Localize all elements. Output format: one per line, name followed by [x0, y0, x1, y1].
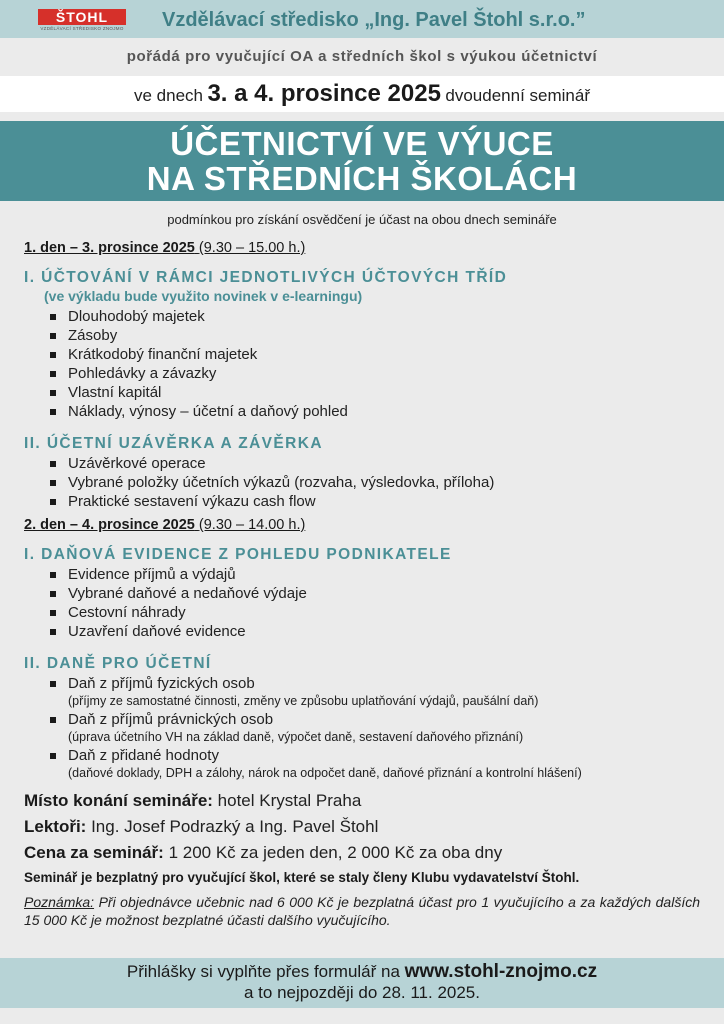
list-item	[48, 710, 714, 746]
header-bar	[0, 0, 724, 38]
day1-section1-title: I. ÚČTOVÁNÍ V RÁMCI JEDNOTLIVÝCH ÚČTOVÝCH TŘÍD	[24, 269, 508, 286]
venue-value: hotel Krystal Praha	[217, 791, 362, 810]
list-item: Praktické sestavení výkazu cash flow	[48, 492, 714, 511]
list-item: Vybrané daňové a nedaňové výdaje	[48, 584, 714, 603]
organizer-title: Vzdělávací středisko „Ing. Pavel Štohl s.r.o.”	[162, 9, 586, 31]
remark	[24, 893, 700, 929]
list-item: Evidence příjmů a výdajů	[48, 565, 714, 584]
dates-main: 3. a 4. prosince 2025	[207, 80, 441, 107]
registration-deadline: a to nejpozději do 28. 11. 2025.	[244, 983, 480, 1002]
list-item: Uzávěrkové operace	[48, 454, 714, 473]
day2-section2-list	[48, 674, 714, 782]
lecturers-value: Ing. Josef Podrazký a Ing. Pavel Štohl	[91, 817, 379, 836]
seminar-title-line-1: ÚČETNICTVÍ VE VÝUCE	[170, 125, 554, 162]
venue-label: Místo konání semináře:	[24, 791, 213, 810]
day1-section2-title: II. ÚČETNÍ UZÁVĚRKA A ZÁVĚRKA	[24, 435, 323, 452]
day2-date: 2. den – 4. prosince 2025	[24, 517, 195, 533]
free-for-members-note: Seminář je bezplatný pro vyučující škol, které se staly členy Klubu vydavatelství Štohl.	[24, 870, 580, 885]
lecturers-line	[24, 814, 714, 840]
day2-section2-title: II. DANĚ PRO ÚČETNÍ	[24, 655, 212, 672]
venue-line	[24, 788, 714, 814]
day1-date: 1. den – 3. prosince 2025	[24, 240, 195, 256]
registration-line	[0, 958, 724, 983]
list-item-note: (úprava účetního VH na základ daně, výpočet daně, sestavení daňového přiznání)	[68, 730, 524, 744]
list-item: Uzavření daňové evidence	[48, 622, 714, 641]
list-item: Zásoby	[48, 326, 714, 345]
remark-text: Při objednávce učebnic nad 6 000 Kč je bezplatná účast pro 1 vyučujícího a za každých dalších 15 000 Kč je možnost bezplatné účasti dalšího vyučujícího.	[24, 894, 700, 928]
logo-mark: ŠTOHL	[38, 9, 126, 25]
list-item	[48, 746, 714, 782]
list-item-note: (daňové doklady, DPH a zálohy, nárok na odpočet daně, daňové přiznání a kontrolní hlášení)	[68, 766, 582, 780]
list-item-label: Daň z příjmů fyzických osob	[68, 675, 255, 692]
day1-section2-list	[48, 454, 714, 511]
day2-section1-list	[48, 565, 714, 641]
price-label: Cena za seminář:	[24, 843, 164, 862]
seminar-info	[24, 788, 714, 866]
lecturers-label: Lektoři:	[24, 817, 87, 836]
audience-line: pořádá pro vyučující OA a středních škol s výukou účetnictví	[126, 48, 598, 65]
day1-section1-list	[48, 307, 714, 421]
day1-time: (9.30 – 15.00 h.)	[198, 240, 306, 256]
day1-section1-subtitle: (ve výkladu bude využito novinek v e-learningu)	[44, 288, 363, 304]
certificate-condition: podmínkou pro získání osvědčení je účast na obou dnech semináře	[167, 212, 557, 227]
stohl-logo	[38, 9, 126, 31]
dates-bar	[0, 76, 724, 112]
seminar-title-line-2: NA STŘEDNÍCH ŠKOLÁCH	[146, 160, 578, 197]
list-item: Cestovní náhrady	[48, 603, 714, 622]
list-item: Vybrané položky účetních výkazů (rozvaha, výsledovka, příloha)	[48, 473, 714, 492]
dates-suffix: dvoudenní seminář	[445, 86, 590, 105]
list-item: Náklady, výnosy – účetní a daňový pohled	[48, 402, 714, 421]
list-item: Vlastní kapitál	[48, 383, 714, 402]
price-line	[24, 840, 714, 866]
dates-prefix: ve dnech	[134, 86, 203, 105]
footer-bar	[0, 958, 724, 1008]
price-value: 1 200 Kč za jeden den, 2 000 Kč za oba dny	[168, 843, 503, 862]
list-item-label: Daň z přidané hodnoty	[68, 747, 219, 764]
list-item-label: Daň z příjmů právnických osob	[68, 711, 274, 728]
list-item: Dlouhodobý majetek	[48, 307, 714, 326]
remark-label: Poznámka:	[24, 894, 95, 910]
list-item-note: (příjmy ze samostatné činnosti, změny ve způsobu uplatňování výdajů, paušální daň)	[68, 694, 539, 708]
registration-prefix: Přihlášky si vyplňte přes formulář na	[126, 962, 400, 981]
website-link[interactable]: www.stohl-znojmo.cz	[404, 961, 598, 982]
day1-heading	[24, 240, 714, 261]
seminar-title-bar	[0, 121, 724, 201]
day2-section1-title: I. DAŇOVÁ EVIDENCE Z POHLEDU PODNIKATELE	[24, 546, 452, 563]
list-item	[48, 674, 714, 710]
day2-heading	[24, 517, 714, 538]
list-item: Krátkodobý finanční majetek	[48, 345, 714, 364]
day2-time: (9.30 – 14.00 h.)	[198, 517, 306, 533]
program-content	[24, 240, 714, 929]
list-item: Pohledávky a závazky	[48, 364, 714, 383]
logo-subtitle: VZDĚLÁVACÍ STŘEDISKO ZNOJMO	[40, 26, 124, 31]
